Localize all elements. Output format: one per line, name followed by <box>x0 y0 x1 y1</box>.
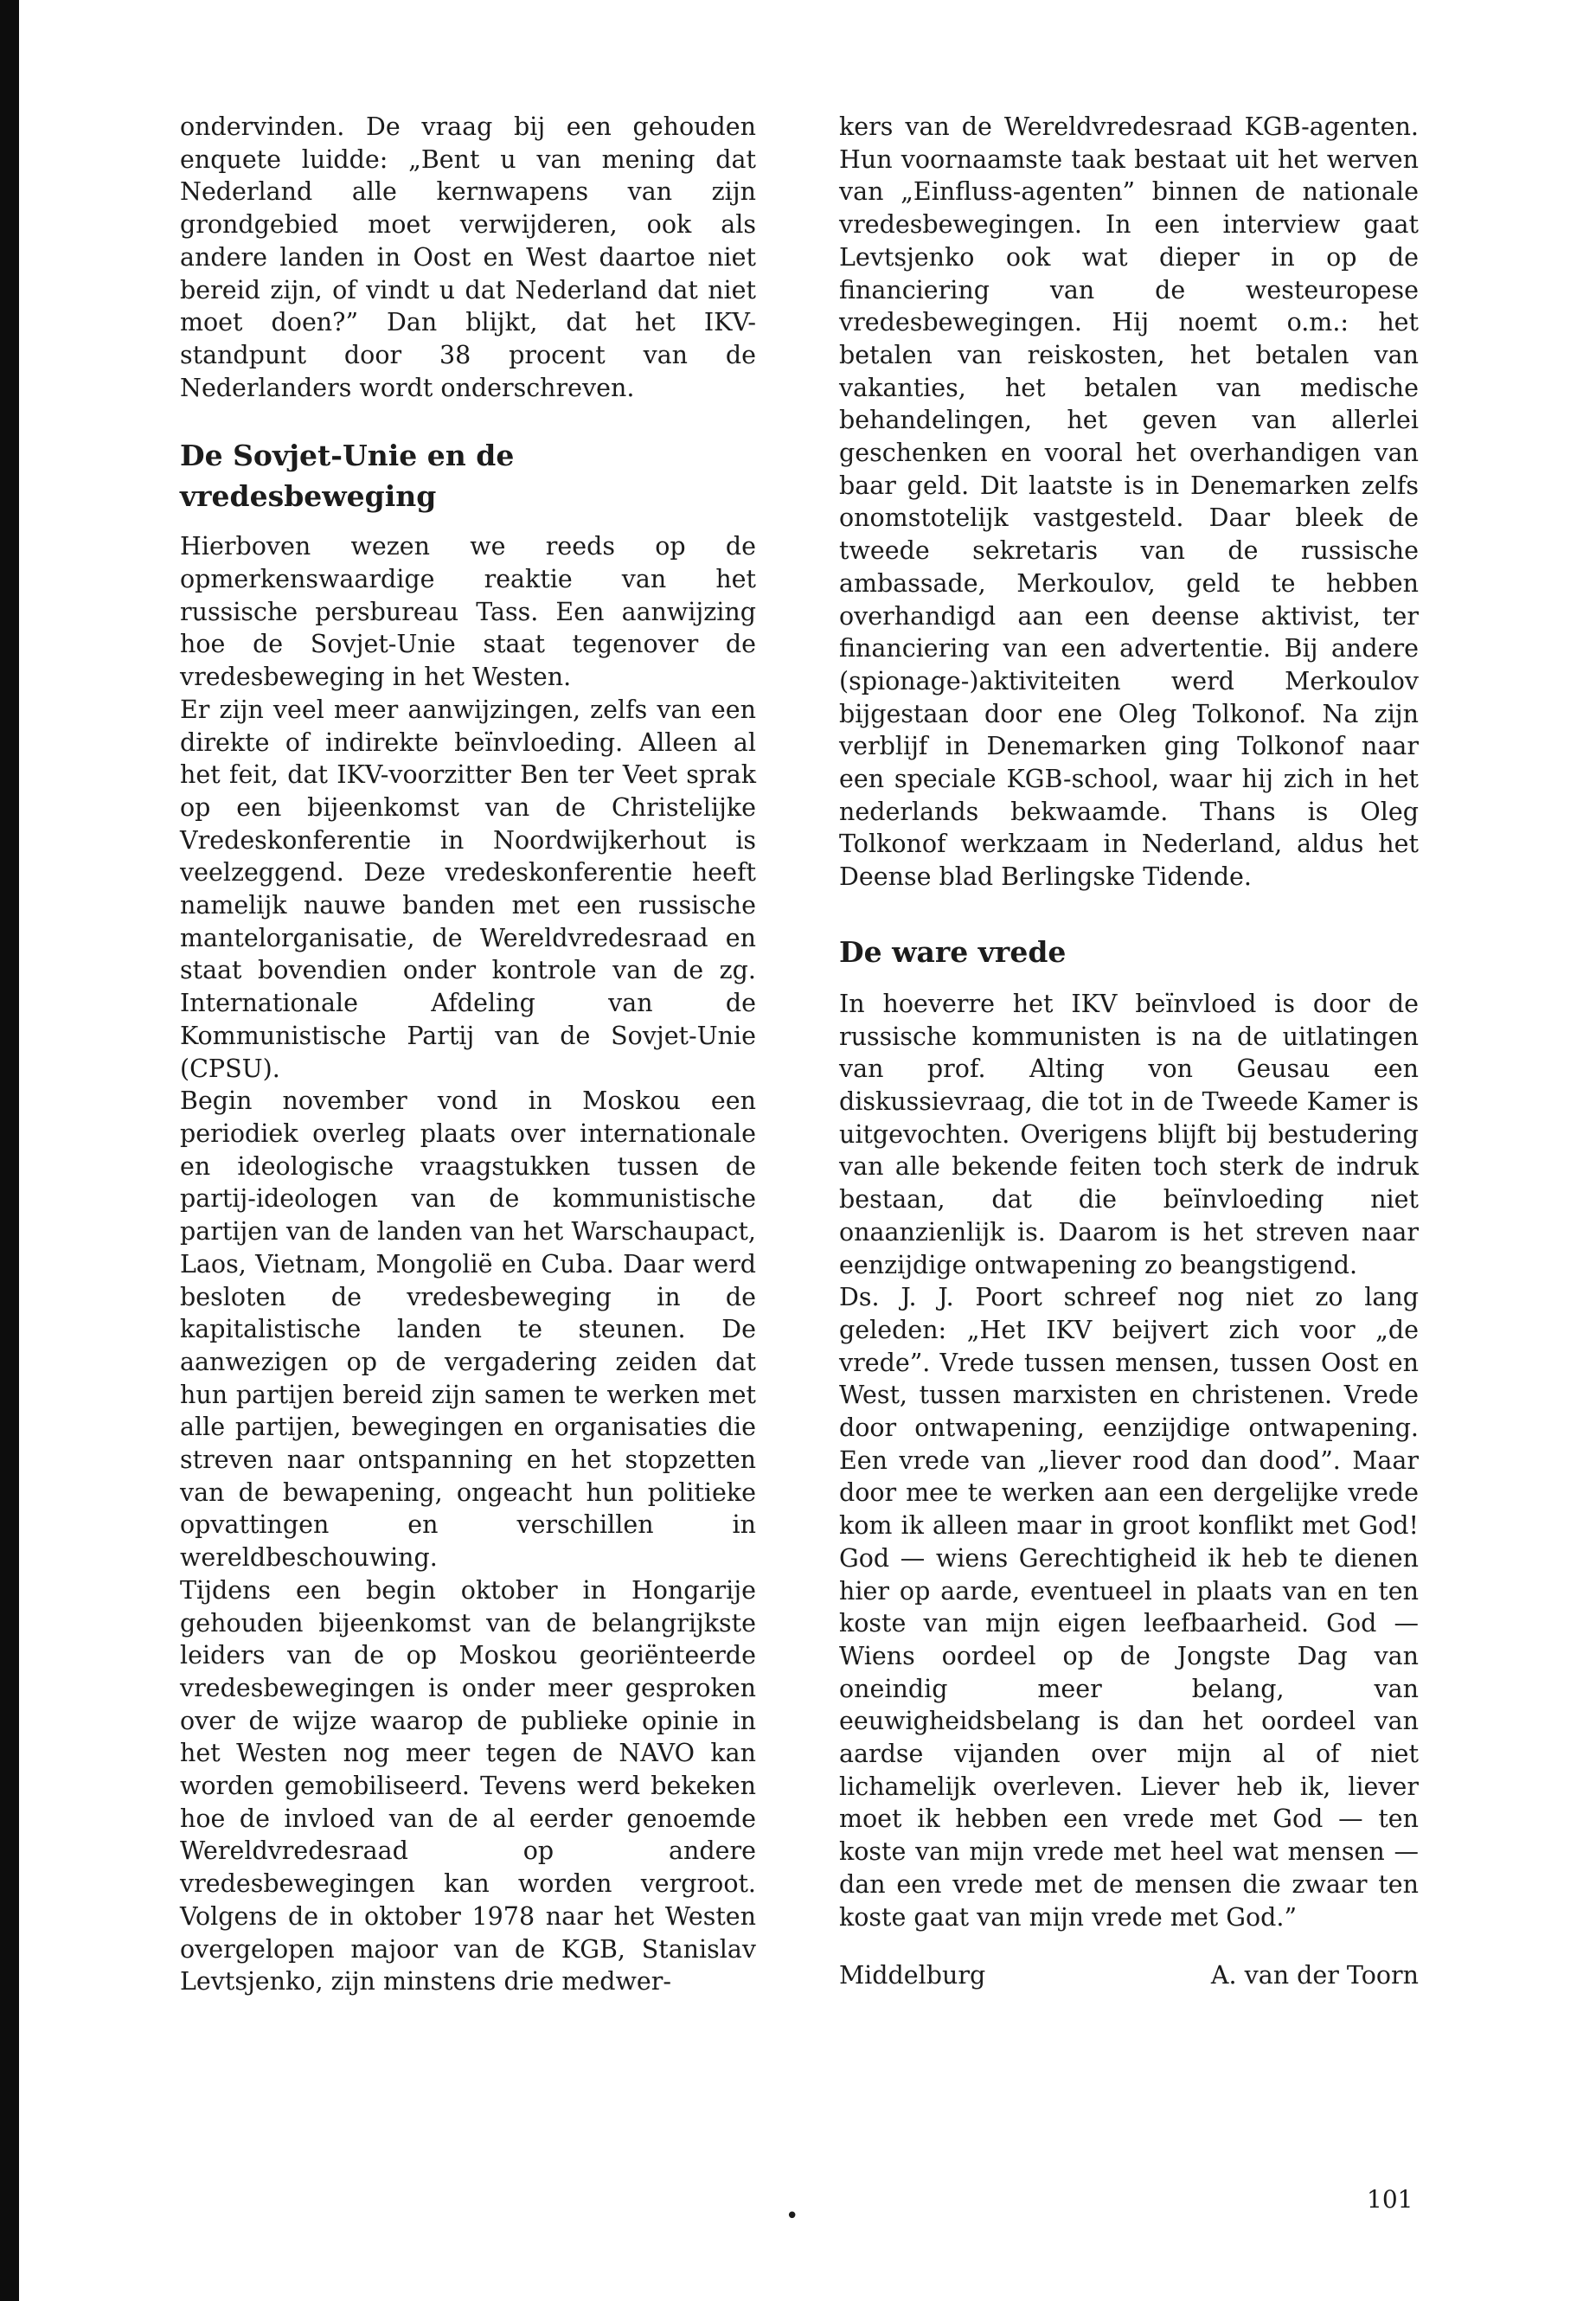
left-paragraph-5: Tijdens een begin oktober in Hongarije gehouden bijeenkomst van de belangrijkste leiders van de op Moskou georiënteerde vredesbewegingen is onder meer gesproken over de wijze waarop de publieke opinie in het Westen nog meer tegen de NAVO kan worden gemobiliseerd. Tevens werd bekeken hoe de invloed van de al eerder genoemde Wereldvredesraad op andere vredesbewegingen kan worden vergroot. Volgens de in oktober 1978 naar het Westen overgelopen majoor van de KGB, Stanislav Levtsjenko, zijn minstens drie medwer- <box>180 1575 756 1997</box>
left-paragraph-2: Hierboven wezen we reeds op de opmerkenswaardige reaktie van het russische persbureau Tass. Een aanwijzing hoe de Sovjet-Unie staat tegenover de vredesbeweging in het Westen. <box>180 532 756 692</box>
right-paragraph-3: Ds. J. J. Poort schreef nog niet zo lang geleden: „Het IKV beijvert zich voor „de vrede”. Vrede tussen mensen, tussen Oost en West, tussen marxisten en christenen. Vrede door ontwapening, eenzijdige ontwapening. Een vrede van „liever rood dan dood”. Maar door mee te werken aan een dergelijke vrede kom ik alleen maar in groot konflikt met God! God — wiens Gerechtigheid ik heb te dienen hier op aarde, eventueel in plaats van en ten koste van mijn eigen leefbaarheid. God — Wiens oordeel op de Jongste Dag van oneindig meer belang, van eeuwigheidsbelang is dan het oordeel van aardse vijanden over mijn al of niet lichamelijk overleven. Liever heb ik, liever moet ik hebben een vrede met God — ten koste van mijn vrede met heel wat mensen — dan een vrede met de mensen die zwaar ten koste gaat van mijn vrede met God.” <box>839 1283 1419 1932</box>
section-heading-ware-vrede: De ware vrede <box>839 934 1067 969</box>
left-paragraph-3: Er zijn veel meer aanwijzingen, zelfs van een direkte of indirekte beïnvloeding. Alleen al het feit, dat IKV-voorzitter Ben ter Veet sprak op een bijeenkomst van de Christelijke Vredeskonferentie in Noordwijkerhout is veelzeggend. Deze vredeskonferentie heeft namelijk nauwe banden met een russische mantelorganisatie, de Wereldvredesraad en staat bovendien onder kontrole van de zg. Internationale Afdeling van de Kommunistische Partij van de Sovjet-Unie (CPSU). <box>180 695 756 1083</box>
right-paragraph-1: kers van de Wereldvredesraad KGB-agenten. Hun voornaamste taak bestaat uit het werven van „Einfluss-agenten” binnen de nationale vredesbewegingen. In een interview gaat Levtsjenko ook wat dieper in op de financiering van de westeuropese vredesbewegingen. Hij noemt o.m.: het betalen van reiskosten, het betalen van vakanties, het betalen van medische behandelingen, het geven van allerlei geschenken en vooral het overhandigen van baar geld. Dit laatste is in Denemarken zelfs onomstotelijk vastgesteld. Daar bleek de tweede sekretaris van de russische ambassade, Merkoulov, geld te hebben overhandigd aan een deense aktivist, ter financiering van een advertentie. Bij andere (spionage-)aktiviteiten werd Merkoulov bijgestaan door ene Oleg Tolkonof. Na zijn verblijf in Denemarken ging Tolkonof naar een speciale KGB-school, waar hij zich in het nederlands bekwaamde. Thans is Oleg Tolkonof werkzaam in Nederland, aldus het Deense blad Berlingske Tidende. <box>839 112 1419 892</box>
signature-line <box>839 1959 1419 1992</box>
signature-place: Middelburg <box>839 1961 986 1990</box>
left-paragraph-4: Begin november vond in Moskou een periodiek overleg plaats over internationale en ideologische vraagstukken tussen de partij-ideologen van de kommunistische partijen van de landen van het Warschaupact, Laos, Vietnam, Mongolië en Cuba. Daar werd besloten de vredesbeweging in de kapitalistische landen te steunen. De aanwezigen op de vergadering zeiden dat hun partijen bereid zijn samen te werken met alle partijen, bewegingen en organisaties die streven naar ontspanning en het stopzetten van de bewapening, ongeacht hun politieke opvattingen en verschillen in wereldbeschouwing. <box>180 1086 756 1573</box>
section-heading-sovjet-unie: De Sovjet-Unie en de vredesbeweging <box>180 439 515 514</box>
page-number: 101 <box>1367 2185 1413 2214</box>
signature-author: A. van der Toorn <box>1210 1961 1419 1990</box>
right-paragraph-2: In hoeverre het IKV beïnvloed is door de russische kommunisten is na de uitlatingen van prof. Alting von Geusau een diskussievraag, die tot in de Tweede Kamer is uitgevochten. Overigens blijft bij bestudering van alle bekende feiten toch sterk de indruk bestaan, dat die beïnvloeding niet onaanzienlijk is. Daarom is het streven naar eenzijdige ontwapening zo beangstigend. <box>839 989 1419 1279</box>
left-paragraph-1: ondervinden. De vraag bij een gehouden enquete luidde: „Bent u van mening dat Nederland alle kernwapens van zijn grondgebied moet verwijderen, ook als andere landen in Oost en West daartoe niet bereid zijn, of vindt u dat Nederland dat niet moet doen?” Dan blijkt, dat het IKV-standpunt door 38 procent van de Nederlanders wordt onderschreven. <box>180 112 756 402</box>
scan-edge-bar <box>0 0 19 2301</box>
left-column <box>180 111 756 1998</box>
right-column <box>839 111 1419 1992</box>
footer-dot: • <box>785 2203 799 2229</box>
